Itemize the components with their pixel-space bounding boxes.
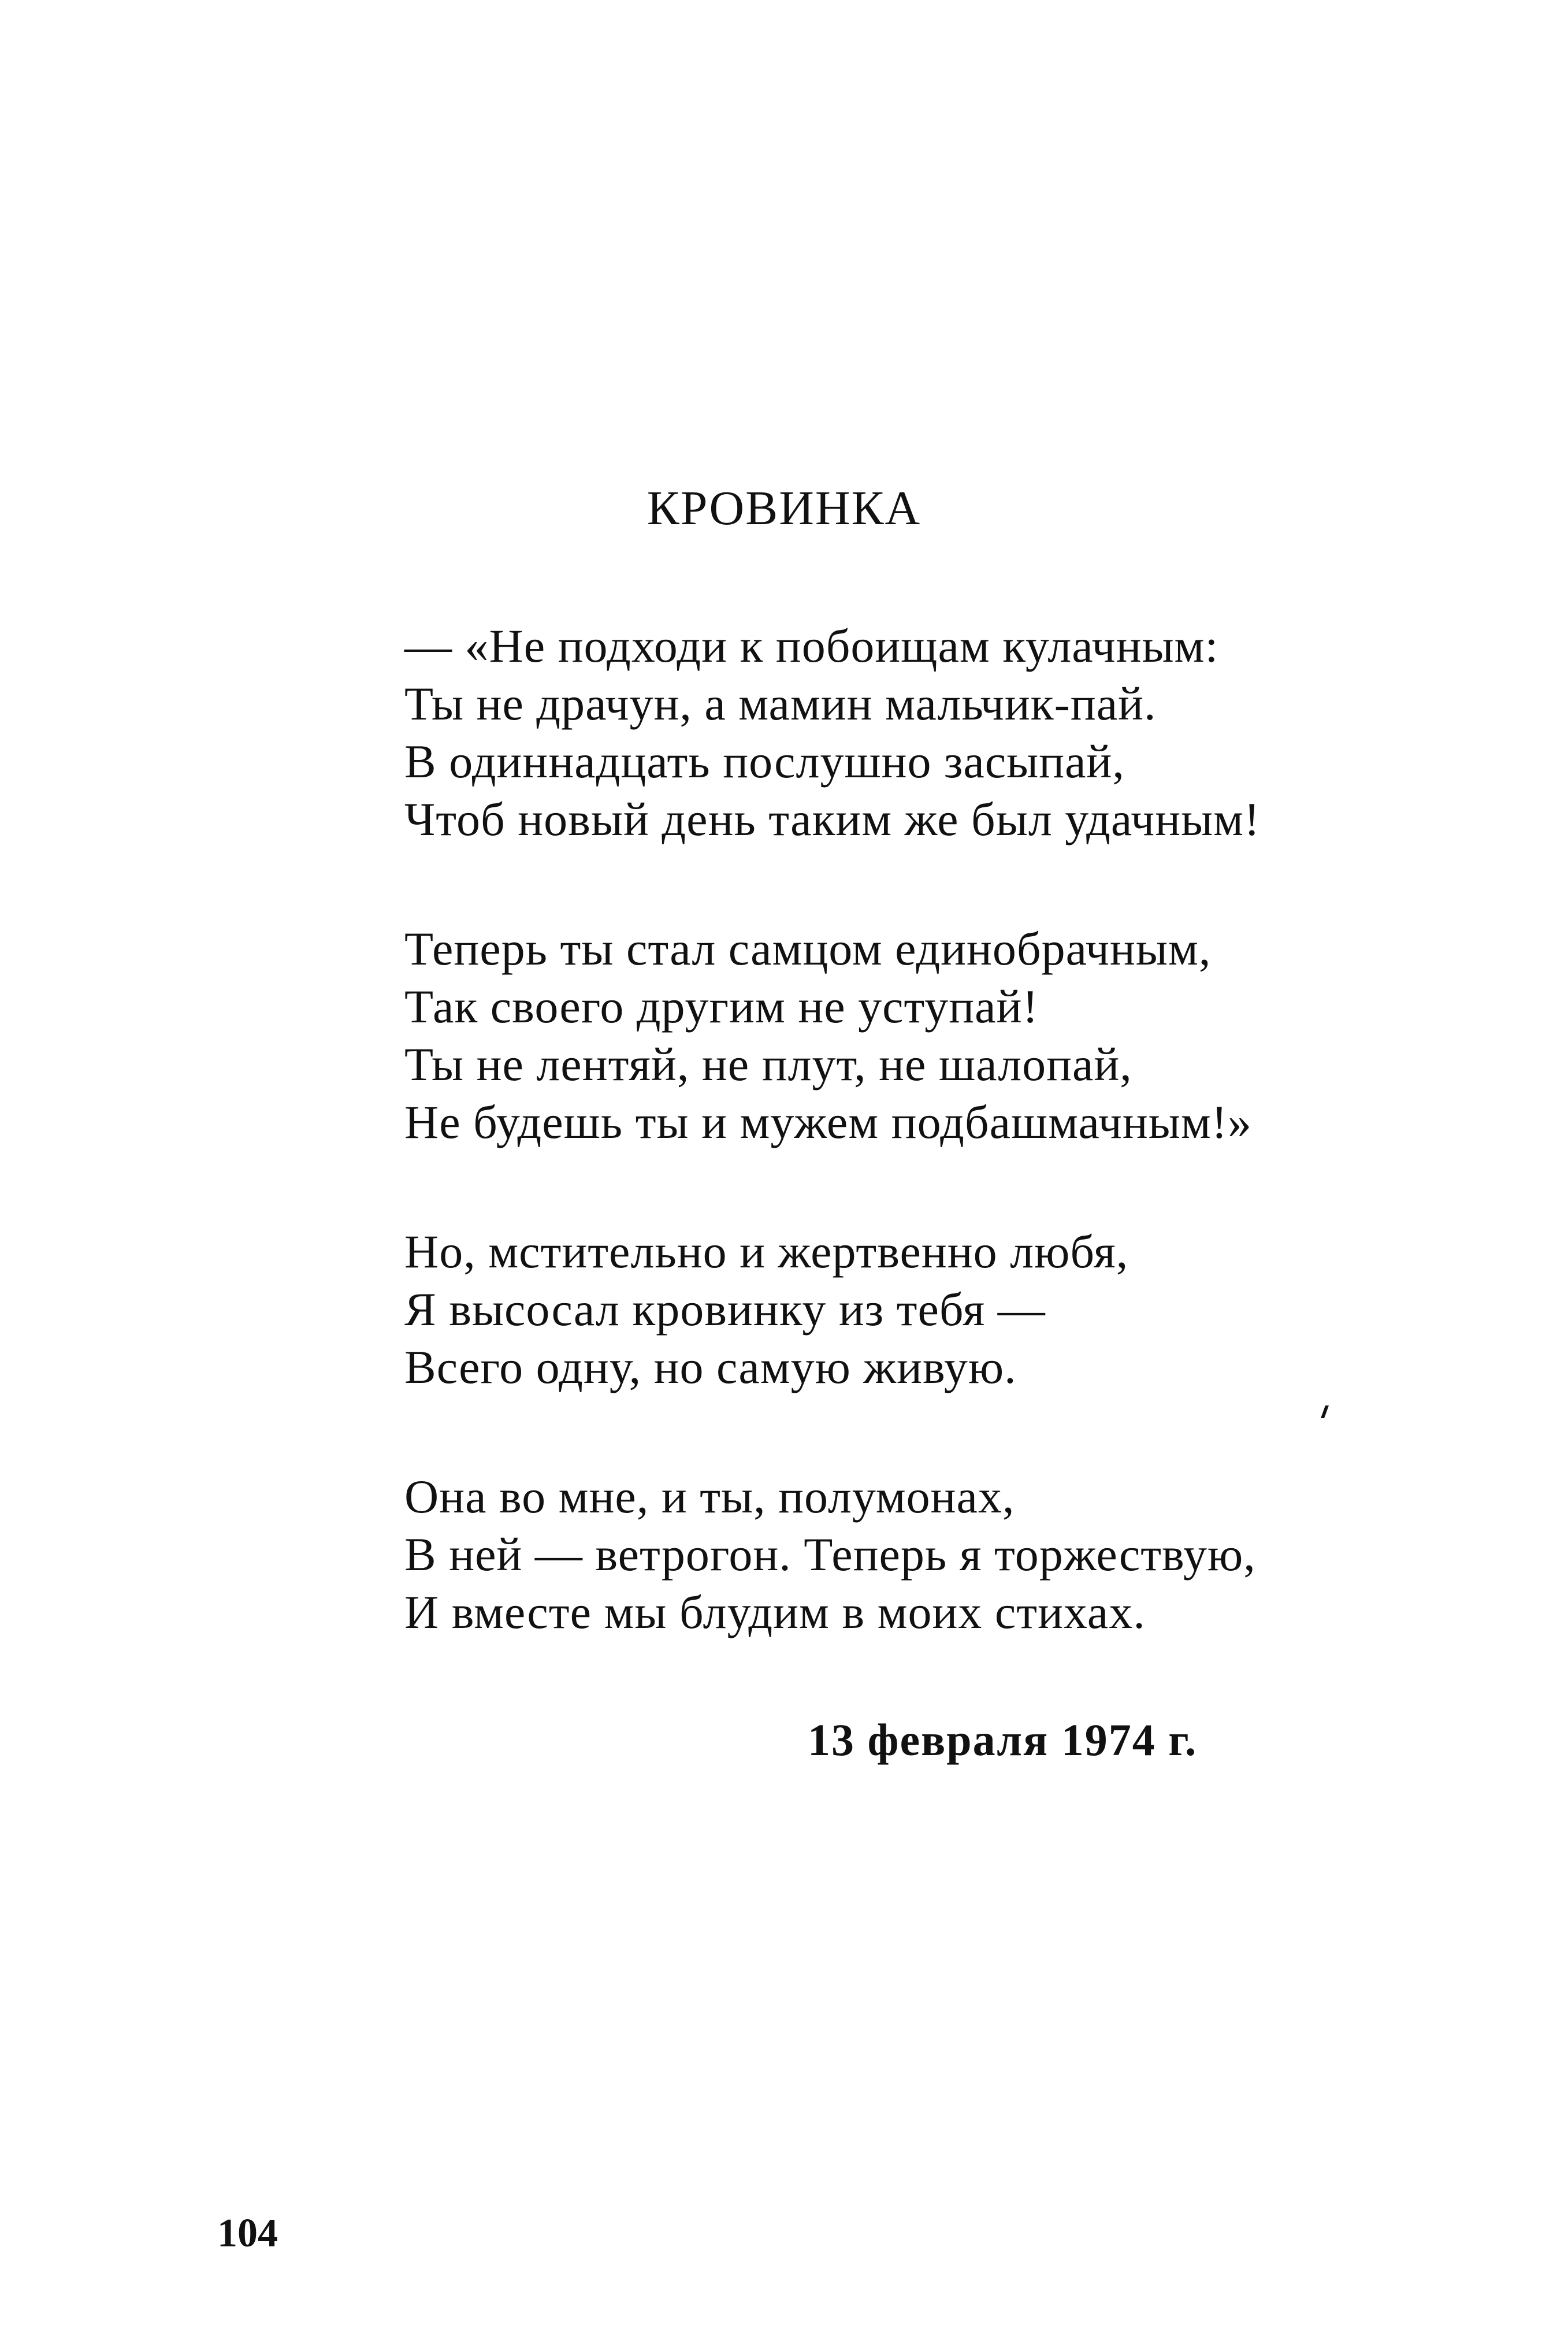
poem-line: — «Не подходи к побоищам кулачным:	[404, 620, 1219, 672]
poem-line: Ты не драчун, а мамин мальчик-пай.	[404, 677, 1157, 730]
poem-line: Теперь ты стал самцом единобрачным,	[404, 922, 1212, 975]
stanza-3	[404, 1223, 1387, 1396]
poem-line: В ней — ветрогон. Теперь я торжествую,	[404, 1528, 1256, 1581]
poem-line: Так своего другим не уступай!	[404, 980, 1039, 1033]
poem-body	[404, 617, 1387, 1713]
poem-line: В одиннадцать послушно засыпай,	[404, 735, 1125, 788]
poem-line: Ты не лентяй, не плут, не шалопай,	[404, 1038, 1132, 1091]
page-number: 104	[217, 2211, 278, 2256]
stanza-2	[404, 920, 1387, 1151]
poem-line: Не будешь ты и мужем подбашмачным!»	[404, 1096, 1253, 1148]
poem-line: Но, мстительно и жертвенно любя,	[404, 1225, 1129, 1278]
stanza-1	[404, 617, 1387, 848]
poem-line: Я высосал кровинку из тебя —	[404, 1283, 1046, 1336]
poem-line: Она во мне, и ты, полумонах,	[404, 1470, 1015, 1523]
poem-date: 13 февраля 1974 г.	[808, 1715, 1198, 1765]
poem-line: И вместе мы блудим в моих стихах.	[404, 1586, 1146, 1638]
poem-line: Чтоб новый день таким же был удачным!	[404, 793, 1261, 845]
poem-title: КРОВИНКА	[646, 481, 922, 535]
stanza-4	[404, 1468, 1387, 1641]
poem-line: Всего одну, но самую живую.	[404, 1341, 1017, 1393]
